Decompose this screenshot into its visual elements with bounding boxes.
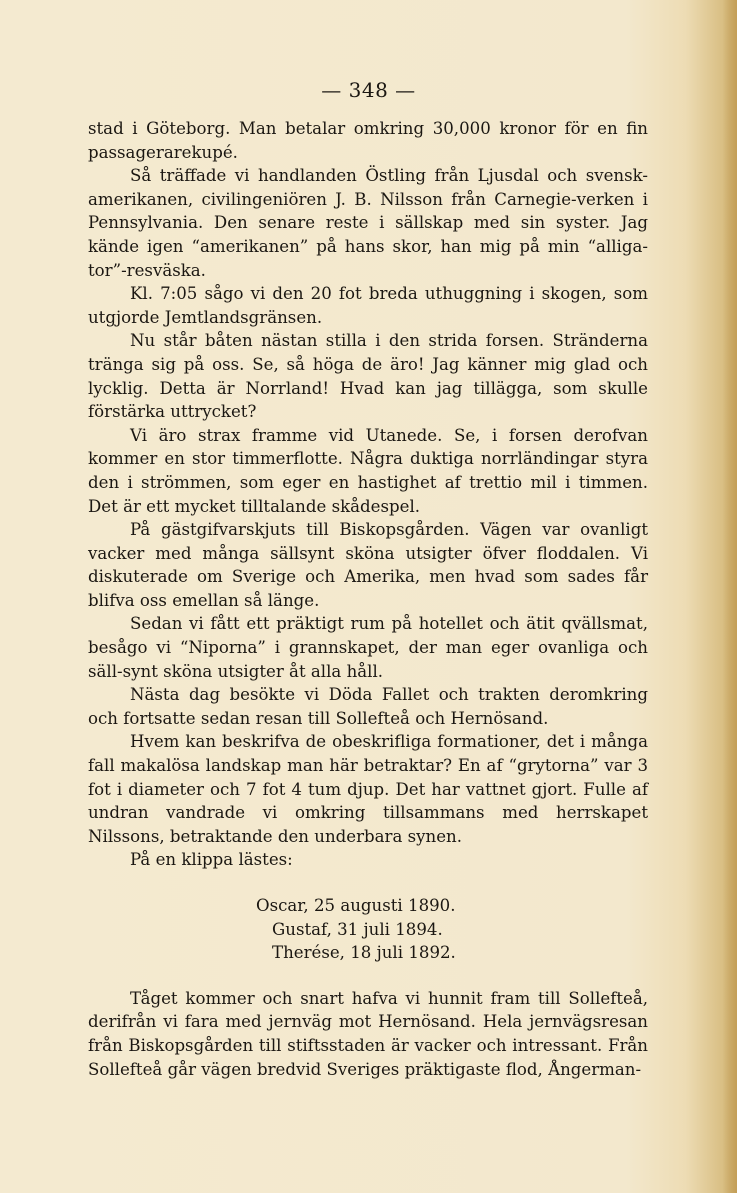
paragraph: Så träffade vi handlanden Östling från Ljusdal och svensk-amerikanen, civilingeniören J. B. Nilsson från Carnegie-verken i Pennsylvania. Den senare reste i sällskap med sin syster. Jag kände igen “amerikanen” på hans skor, han mig på min “alliga-tor”-resväska.: [88, 166, 648, 280]
paragraph: Tåget kommer och snart hafva vi hunnit fram till Sollefteå, derifrån vi fara med jernväg mot Hernösand. Hela jernvägsresan från Biskopsgården till stiftsstaden är vacker och intressant. Från Sollefteå går vägen bredvid Sveriges präktigaste flod, Ångerman-: [88, 988, 648, 1079]
page-number: — 348 —: [321, 78, 416, 102]
paragraph: Hvem kan beskrifva de obeskrifliga formationer, det i många fall makalösa landskap man här betraktar? En af “grytorna” var 3 fot i diameter och 7 fot 4 tum djup. Det har vattnet gjort. Fulle af undran vandrade vi omkring tillsammans med herrskapet Nilssons, betraktande den underbara synen.: [88, 732, 648, 846]
inscription-line: Therése, 18 juli 1892.: [272, 943, 456, 963]
paragraph: Nästa dag besökte vi Döda Fallet och trakten deromkring och fortsatte sedan resan till Sollefteå och Hernösand.: [88, 685, 648, 728]
paragraph: Kl. 7:05 sågo vi den 20 fot breda uthuggning i skogen, som utgjorde Jemtlandsgränsen.: [88, 284, 648, 327]
paragraph: På en klippa lästes:: [130, 850, 293, 870]
paragraph: På gästgifvarskjuts till Biskopsgården. Vägen var ovanligt vacker med många sällsynt sköna utsigter öfver floddalen. Vi diskuterade om Sverige och Amerika, men hvad som sades får blifva oss emellan så länge.: [88, 520, 648, 610]
paragraph: stad i Göteborg. Man betalar omkring 30,000 kronor för en fin passagerarekupé.: [88, 119, 648, 162]
page-edge-shadow: [723, 0, 737, 1193]
paragraph: Sedan vi fått ett präktigt rum på hotellet och ätit qvällsmat, besågo vi “Niporna” i grannskapet, der man eger ovanliga och säll-synt sköna utsigter åt alla håll.: [88, 614, 648, 681]
paragraph: Vi äro strax framme vid Utanede. Se, i forsen derofvan kommer en stor timmerflotte. Några duktiga norrländingar styra den i strömmen, som eger en hastighet af trettio mil i timmen. Det är ett mycket tilltalande skådespel.: [88, 425, 648, 516]
rock-inscription: [88, 894, 648, 965]
inscription-line: Oscar, 25 augusti 1890.: [256, 896, 456, 915]
paragraph: Nu står båten nästan stilla i den strida forsen. Stränderna tränga sig på oss. Se, så höga de äro! Jag känner mig glad och lycklig. Detta är Norrland! Hvad kan jag tillägga, som skulle förstärka uttrycket?: [88, 331, 648, 422]
body-text: [88, 117, 648, 1081]
inscription-line: Gustaf, 31 juli 1894.: [272, 919, 443, 939]
